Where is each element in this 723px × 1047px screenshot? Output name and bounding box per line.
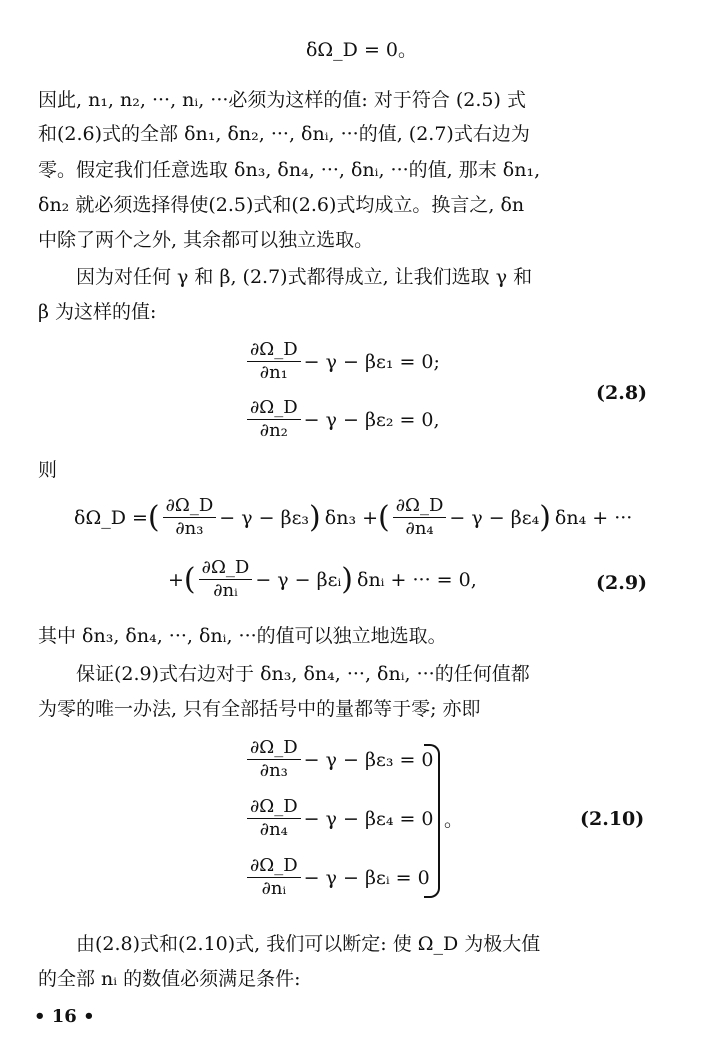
text-line: 零。假定我们任意选取 δn₃, δn₄, ···, δnᵢ, ···的值, 那末 δn₁, bbox=[38, 159, 541, 181]
right-brace bbox=[424, 744, 440, 898]
fraction: $\frac{\partial\Omega\_D}{\text{∂n₄}}$ bbox=[247, 797, 301, 840]
equation-2-10-row-3: $\frac{\partial\Omega\_D}{\text{∂nᵢ}}$ − γ − βεᵢ = 0 bbox=[244, 856, 430, 899]
fraction: $\frac{\partial\Omega\_D}{\text{∂n₁}}$ bbox=[247, 340, 301, 383]
equation-number-2-9: (2.9) bbox=[596, 572, 648, 594]
text-line: 则 bbox=[38, 459, 58, 481]
brace-period: 。 bbox=[444, 809, 464, 831]
text-line: 为零的唯一办法, 只有全部括号中的量都等于零; 亦即 bbox=[38, 698, 481, 720]
page-number: • 16 • bbox=[34, 1006, 95, 1027]
text-line: 中除了两个之外, 其余都可以独立选取。 bbox=[38, 229, 374, 251]
equation-number-2-8: (2.8) bbox=[596, 382, 648, 404]
text-line: 的全部 nᵢ 的数值必须满足条件: bbox=[38, 968, 301, 990]
text-line: β 为这样的值: bbox=[38, 301, 157, 323]
text-line: δn₂ 就必须选择得使(2.5)式和(2.6)式均成立。换言之, δn bbox=[38, 194, 525, 216]
text-line: 由(2.8)式和(2.10)式, 我们可以断定: 使 Ω_D 为极大值 bbox=[76, 933, 541, 955]
text-line: 因为对任何 γ 和 β, (2.7)式都得成立, 让我们选取 γ 和 bbox=[76, 266, 533, 288]
text-line: 因此, n₁, n₂, ···, nᵢ, ···必须为这样的值: 对于符合 (2.5) 式 bbox=[38, 89, 526, 111]
equation-2-9-row-2: + ( $\frac{\partial\Omega\_D}{\text{∂nᵢ}}$ − γ − βεᵢ ) δnᵢ + ··· = 0, bbox=[168, 557, 477, 601]
text-line: 其中 δn₃, δn₄, ···, δnᵢ, ···的值可以独立地选取。 bbox=[38, 625, 447, 647]
equation-2-8-row-1: $\frac{\partial\Omega\_D}{\text{∂n₁}}$ − γ − βε₁ = 0; bbox=[244, 340, 440, 383]
fraction: $\frac{\partial\Omega\_D}{\text{∂n₃}}$ bbox=[163, 496, 217, 539]
equation-2-9-row-1: δΩ_D = ( $\frac{\partial\Omega\_D}{\text{∂n₃}}$ − γ − βε₃ ) δn₃ + ( $\frac{\partial\Omega\_D}{\text{∂n₄}}$ − γ − βε₄ ) δn₄ + ··· bbox=[74, 495, 633, 539]
fraction: $\frac{\partial\Omega\_D}{\text{∂n₃}}$ bbox=[247, 738, 301, 781]
equation-number-2-10: (2.10) bbox=[580, 808, 645, 830]
text-line: 保证(2.9)式右边对于 δn₃, δn₄, ···, δnᵢ, ···的任何值都 bbox=[76, 663, 530, 685]
fraction: $\frac{\partial\Omega\_D}{\text{∂nᵢ}}$ bbox=[199, 558, 253, 601]
text-line: 和(2.6)式的全部 δn₁, δn₂, ···, δnᵢ, ···的值, (2.7)式右边为 bbox=[38, 123, 530, 145]
equation-line-top: δΩ_D = 0。 bbox=[305, 39, 417, 61]
fraction: $\frac{\partial\Omega\_D}{\text{∂nᵢ}}$ bbox=[247, 856, 301, 899]
fraction: $\frac{\partial\Omega\_D}{\text{∂n₂}}$ bbox=[247, 398, 301, 441]
equation-2-10-row-1: $\frac{\partial\Omega\_D}{\text{∂n₃}}$ − γ − βε₃ = 0 bbox=[244, 738, 434, 781]
equation-2-8-row-2: $\frac{\partial\Omega\_D}{\text{∂n₂}}$ − γ − βε₂ = 0, bbox=[244, 398, 440, 441]
equation-2-10-row-2: $\frac{\partial\Omega\_D}{\text{∂n₄}}$ − γ − βε₄ = 0 bbox=[244, 797, 434, 840]
fraction: $\frac{\partial\Omega\_D}{\text{∂n₄}}$ bbox=[393, 496, 447, 539]
